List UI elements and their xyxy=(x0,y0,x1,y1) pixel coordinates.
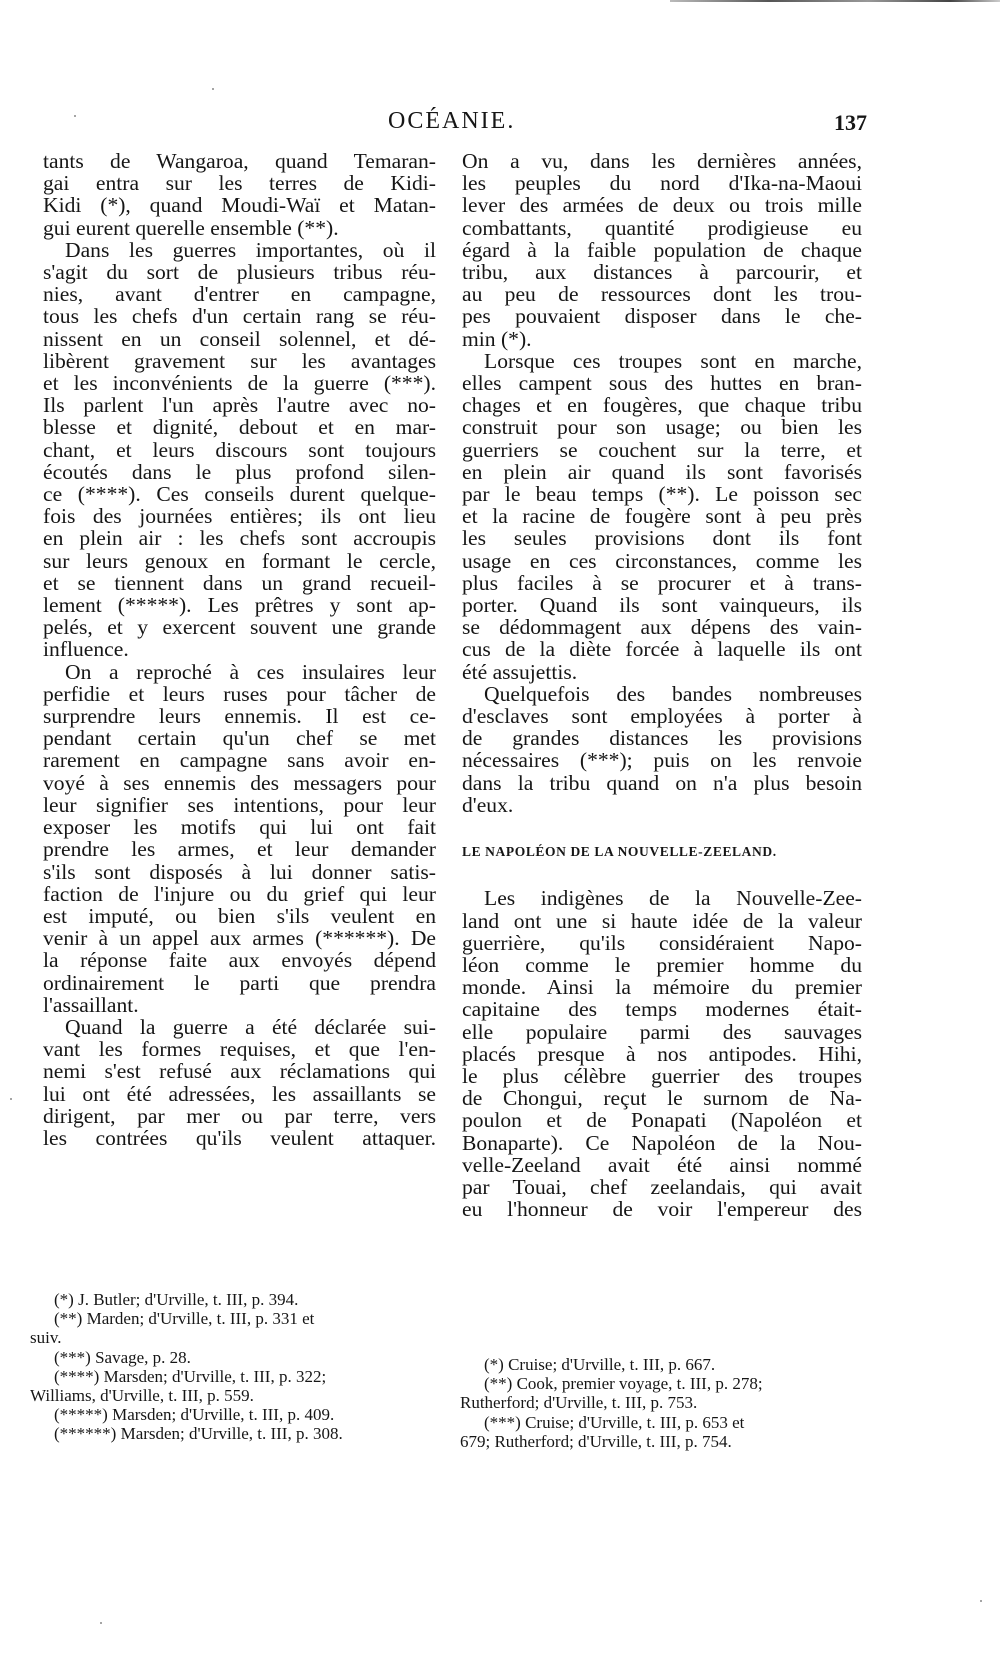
footnote-line: (*) Cruise; d'Urville, t. III, p. 667. xyxy=(484,1355,716,1374)
text-line: les peuples du nord d'Ika-na-Maoui xyxy=(462,171,862,196)
text-line: les seules provisions dont ils font xyxy=(462,526,862,551)
text-line: en plein air quand ils sont favorisés xyxy=(462,459,862,484)
text-line: exposer les motifs qui lui ont fait xyxy=(43,815,436,840)
right-column-text-before-heading xyxy=(462,150,862,816)
text-line: venir à un appel aux armes (******). De xyxy=(43,926,436,951)
footnote-line: (******) Marsden; d'Urville, t. III, p. 308. xyxy=(54,1424,343,1444)
text-line: monde. Ainsi la mémoire du premier xyxy=(462,975,862,1000)
text-line: poulon et de Ponapati (Napoléon et xyxy=(462,1108,862,1133)
text-line: leur signifier ses intentions, pour leur xyxy=(43,792,436,817)
text-line: surprendre leurs ennemis. Il est ce- xyxy=(43,704,436,729)
footnote-line: Williams, d'Urville, t. III, p. 559. xyxy=(30,1386,254,1406)
text-line: lement (*****). Les prêtres y sont ap- xyxy=(43,593,436,618)
text-line: libèrent gravement sur les avantages xyxy=(43,348,436,373)
text-line: est imputé, ou bien s'ils veulent en xyxy=(43,903,436,928)
text-line: Dans les guerres importantes, où il xyxy=(65,237,436,262)
text-line: nécessaires (***); puis on les renvoie xyxy=(462,748,862,773)
text-line: fois des journées entières; ils ont lieu xyxy=(43,504,436,529)
text-line: léon comme le premier homme du xyxy=(462,952,862,977)
text-line: Bonaparte). Ce Napoléon de la Nou- xyxy=(462,1130,862,1155)
text-line: le plus célèbre guerrier des troupes xyxy=(462,1063,862,1088)
text-line: ce (****). Ces conseils durent quelque- xyxy=(43,482,436,507)
text-line: lever des armées de deux ou trois mille xyxy=(462,193,862,218)
text-line: plus faciles à se procurer et à trans- xyxy=(462,570,862,595)
text-line: d'eux. xyxy=(462,792,514,817)
text-line: nemi s'est refusé aux réclamations qui xyxy=(43,1059,436,1084)
text-line: de Chongui, reçut le surnom de Na- xyxy=(462,1086,862,1111)
text-line: elles campent sous des huttes en bran- xyxy=(462,371,862,396)
text-line: perfidie et leurs ruses pour tâcher de xyxy=(43,681,436,706)
text-line: s'agit du sort de plusieurs tribus réu- xyxy=(43,260,436,285)
text-line: cus de la diète forcée à laquelle ils ont xyxy=(462,637,862,662)
scan-speck xyxy=(980,1600,982,1602)
footnote-line: (*) J. Butler; d'Urville, t. III, p. 394. xyxy=(54,1290,299,1309)
running-title: OCÉANIE. xyxy=(388,108,516,134)
text-line: pes pouvaient disposer dans le che- xyxy=(462,304,862,329)
text-line: tants de Wangaroa, quand Temaran- xyxy=(43,149,436,173)
right-column-body xyxy=(462,150,862,1220)
text-line: et se tiennent dans un grand recueil- xyxy=(43,570,436,595)
text-line: Quand la guerre a été déclarée sui- xyxy=(65,1014,436,1039)
text-line: guerriers se couchent sur la terre, et xyxy=(462,437,862,462)
right-footnotes xyxy=(460,1355,860,1451)
text-line: faction de l'injure ou du grief qui leur xyxy=(43,881,436,906)
text-line: porter. Quand ils sont vainqueurs, ils xyxy=(462,593,862,618)
text-line: écoutés dans le plus profond silen- xyxy=(43,459,436,484)
footnote-line: (**) Cook, premier voyage, t. III, p. 278; xyxy=(484,1374,763,1394)
text-line: combattants, quantité prodigieuse eu xyxy=(462,215,862,240)
text-line: capitaine des temps modernes était- xyxy=(462,997,862,1022)
text-line: pelés, et y exercent souvent une grande xyxy=(43,615,436,640)
text-line: blesse et dignité, debout et en mar- xyxy=(43,415,436,440)
footnote-line: (**) Marden; d'Urville, t. III, p. 331 et xyxy=(54,1309,315,1329)
text-line: pendant certain qu'un chef se met xyxy=(43,726,436,751)
text-line: usage en ces circonstances, comme les xyxy=(462,548,862,573)
text-line: influence. xyxy=(43,637,129,662)
right-column-text-after-heading xyxy=(462,887,862,1220)
text-line: Les indigènes de la Nouvelle-Zee- xyxy=(484,886,862,911)
text-line: l'assaillant. xyxy=(43,992,139,1017)
text-line: la réponse faite aux envoyés dépend xyxy=(43,948,436,973)
footnote-line: (***) Savage, p. 28. xyxy=(54,1347,191,1367)
text-line: On a reproché à ces insulaires leur xyxy=(65,659,436,684)
text-line: construit pour son usage; ou bien les xyxy=(462,415,862,440)
text-line: min (*). xyxy=(462,326,532,351)
text-line: tous les chefs d'un certain rang se réu- xyxy=(43,304,436,329)
text-line: dirigent, par mer ou par terre, vers xyxy=(43,1103,436,1128)
text-line: chant, et leurs discours sont toujours xyxy=(43,437,436,462)
text-line: égard à la faible population de chaque xyxy=(462,237,862,262)
text-line: en plein air : les chefs sont accroupis xyxy=(43,526,436,551)
text-line: On a vu, dans les dernières années, xyxy=(462,149,862,173)
scan-speck xyxy=(212,88,214,90)
text-line: gai entra sur les terres de Kidi- xyxy=(43,171,436,196)
text-line: de grandes distances les provisions xyxy=(462,726,862,751)
text-line: eu l'honneur de voir l'empereur des xyxy=(462,1197,862,1222)
text-line: dans la tribu quand on n'a plus besoin xyxy=(462,770,862,795)
text-line: s'ils sont disposés à lui donner satis- xyxy=(43,859,436,884)
text-line: elle populaire parmi des sauvages xyxy=(462,1019,862,1044)
text-line: se dédommagent aux dépens des vain- xyxy=(462,615,862,640)
scan-top-edge-rule xyxy=(670,0,1000,2)
text-line: Lorsque ces troupes sont en marche, xyxy=(484,348,862,373)
text-line: et la racine de fougère sont à peu près xyxy=(462,504,862,529)
text-line: land ont une si haute idée de la valeur xyxy=(462,908,862,933)
text-line: nissent en un conseil solennel, et dé- xyxy=(43,326,436,351)
footnote-line: (****) Marsden; d'Urville, t. III, p. 322; xyxy=(54,1366,327,1386)
footnote-line: Rutherford; d'Urville, t. III, p. 753. xyxy=(460,1393,698,1413)
text-line: Ils parlent l'un après l'autre avec no- xyxy=(43,393,436,418)
left-footnotes xyxy=(30,1290,430,1444)
text-line: Kidi (*), quand Moudi-Waï et Matan- xyxy=(43,193,436,218)
text-line: guerrière, qu'ils considéraient Napo- xyxy=(462,930,862,955)
text-line: chages et en fougères, que chaque tribu xyxy=(462,393,862,418)
text-line: d'esclaves sont employées à porter à xyxy=(462,704,862,729)
text-line: Quelquefois des bandes nombreuses xyxy=(484,681,862,706)
text-line: prendre les armes, et leur demander xyxy=(43,837,436,862)
text-line: gui eurent querelle ensemble (**). xyxy=(43,215,339,240)
footnote-line: (*****) Marsden; d'Urville, t. III, p. 409. xyxy=(54,1405,335,1425)
footnote-line: suiv. xyxy=(30,1328,62,1348)
page-number: 137 xyxy=(834,110,867,135)
scan-speck xyxy=(10,1098,12,1100)
footnote-line: 679; Rutherford; d'Urville, t. III, p. 754. xyxy=(460,1431,732,1451)
text-line: au peu de ressources dont les trou- xyxy=(462,282,862,307)
text-line: par Touai, chef zeelandais, qui avait xyxy=(462,1174,862,1199)
text-line: voyé à ses ennemis des messagers pour xyxy=(43,770,436,795)
text-line: été assujettis. xyxy=(462,659,578,684)
page-header xyxy=(0,108,1000,138)
text-line: placés presque à nos antipodes. Hihi, xyxy=(462,1041,862,1066)
text-line: par le beau temps (**). Le poisson sec xyxy=(462,482,862,507)
text-line: lui ont été adressées, les assaillants se xyxy=(43,1081,436,1106)
left-column-body xyxy=(43,150,436,1149)
text-line: nies, avant d'entrer en campagne, xyxy=(43,282,436,307)
scan-speck xyxy=(100,1622,102,1624)
section-heading: LE NAPOLÉON DE LA NOUVELLE-ZEELAND. xyxy=(462,844,777,860)
text-line: rarement en campagne sans avoir en- xyxy=(43,748,436,773)
text-line: tribu, aux distances à parcourir, et xyxy=(462,260,862,285)
text-line: les contrées qu'ils veulent attaquer. xyxy=(43,1125,436,1150)
scan-speck xyxy=(74,115,76,117)
text-line: et les inconvénients de la guerre (***). xyxy=(43,371,436,396)
text-line: vant les formes requises, et que l'en- xyxy=(43,1037,436,1062)
text-line: sur leurs genoux en formant le cercle, xyxy=(43,548,436,573)
text-line: velle-Zeeland avait été ainsi nommé xyxy=(462,1152,862,1177)
footnote-line: (***) Cruise; d'Urville, t. III, p. 653 et xyxy=(484,1412,745,1432)
text-line: ordinairement le parti que prendra xyxy=(43,970,436,995)
